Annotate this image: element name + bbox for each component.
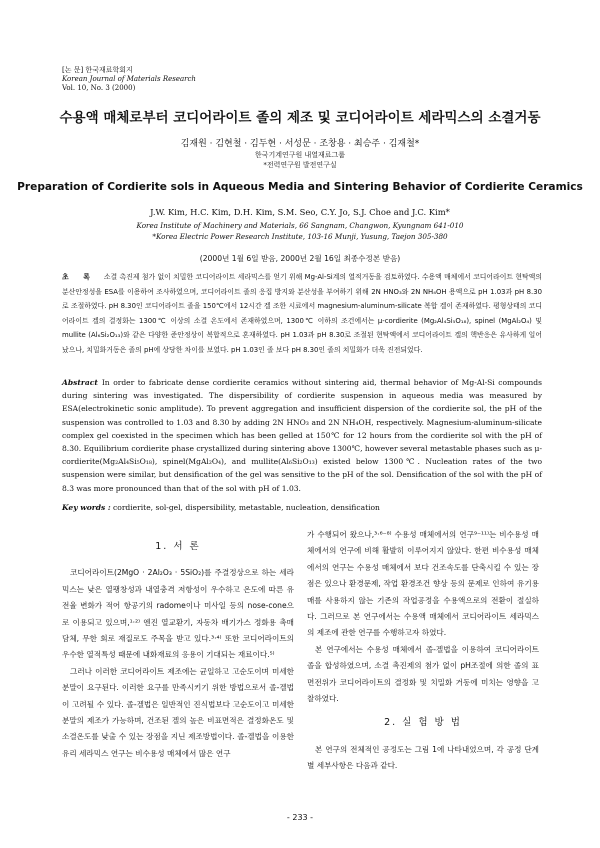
abstract-english-text: In order to fabricate dense cordierite ceramics without sintering aid, thermal behavior of Mg-Al-Si compounds during sintering was investigated. The dispersibility of cordierite suspension in aqueous media was measured by ESA(electrokinetic sonic amplitude). To prevent aggregation and insufficient dispersion of the cordierite sol, the pH of the suspension was controlled to 1.03 and 8.30 by adding 2N HNO₃ and 2N NH₄OH, respectively. Magnesium-aluminum-silicate complex gel coexisted in the specimen which has been gelled at 150℃ for 12 hours from the cordierite sol with the pH of 8.30. Equilibrium cordierite phase crystallized during sintering above 1300℃, however several metastable phases such as μ-cordierite(Mg₂Al₄Si₅O₁₈), spinel(MgAl₂O₄), and mullite(Al₆Si₂O₁₃) existed below 1300℃. Nucleation rates of the two suspension were similar, but densification of the gel was sensitive to the pH of the sol. Densification of the sol with the pH of 8.3 was more pronounced than that of the sol with pH of 1.03.	[62, 378, 542, 493]
journal-header-line3: Vol. 10, No. 3 (2000)	[62, 84, 136, 92]
abstract-english	[62, 376, 542, 495]
body-left-column	[62, 527, 294, 762]
section-1-heading: 1. 서 론	[155, 541, 201, 552]
affiliation-korean-line2: *전력연구원 발전연구실	[263, 161, 337, 169]
affiliation-english	[0, 220, 600, 242]
title-korean: 수용액 매체로부터 코디어라이트 졸의 제조 및 코디어라이트 세라믹스의 소결거동	[59, 110, 541, 126]
intro-paragraph-2: 그러나 이러한 코디어라이트 제조에는 균일하고 고순도이며 미세한 분말이 요구된다. 이러한 요구를 만족시키기 위한 방법으로서 졸-겔법이 고려될 수 있다. 졸-겔법은 일반적인 진식법보다 고순도이고 미세한 분말의 제조가 가능하며, 건조된 겔의 높은 비표면적은 결정화온도 및 소결온도를 낮출 수 있는 장점을 지닌 제조방법이다. 졸-겔법을 이용한 유리 세라믹스 연구는 비수용성 매체에서 많은 연구	[62, 666, 294, 758]
journal-header	[62, 66, 196, 93]
authors-english: J.W. Kim, H.C. Kim, D.H. Kim, S.M. Seo, C.Y. Jo, S.J. Choe and J.C. Kim*	[150, 207, 450, 217]
keywords-text: cordierite, sol-gel, dispersibility, metastable, nucleation, densification	[110, 503, 380, 512]
title-english: Preparation of Cordierite sols in Aqueous Media and Sintering Behavior of Cordierite Ceramics	[17, 181, 583, 193]
abstract-korean-text: 소결 촉진제 첨가 없이 치밀한 코디어라이트 세라믹스를 얻기 위해 Mg-Al-Si계의 열적거동을 검토하였다. 수용액 매체에서 코디어라이트 현탁액의 분산안정성을 ESA를 이용하여 조사하였으며, 코디어라이트 졸의 응집 방지와 분산성을 부여하기 위해 2N HNO₃와 2N NH₄OH 용액으로 pH 1.03과 pH 8.30로 조절하였다. pH 8.30인 코디어라이트 졸을 150℃에서 12시간 겔 조한 시료에서 magnesium-aluminum-silicate 복합 겔이 존재하였다. 평형상태의 코디어라이트 겔의 결정화는 1300℃ 이상의 소결 온도에서 존재하였으며, 1300℃ 이하의 조건에서는 μ-cordierite (Mg₂Al₄Si₅O₁₈), spinel (MgAl₂O₄) 및 mullite (Al₆Si₂O₁₃)와 같은 다양한 준안정상이 복합적으로 혼재하였다. pH 1.03과 pH 8.30로 조절된 현탁액에서 코디어라이트 겔의 핵반응은 유사하게 일어났으나, 치밀화거동은 졸의 pH에 상당한 차이를 보였다. pH 1.03인 졸 보다 pH 8.30인 졸의 치밀화가 더욱 진전되었다.	[62, 273, 542, 354]
journal-header-line2: Korean Journal of Materials Research	[62, 75, 196, 83]
affiliation-english-line2: *Korea Electric Power Research Institute, 103-16 Munji, Yusung, Taejon 305-380	[152, 232, 448, 241]
intro-paragraph-3: 가 수행되어 왔으나,³·⁶⁻⁸⁾ 수용성 매체에서의 연구⁹⁻¹¹⁾는 비수용성 매체에서의 연구에 비해 활발히 이루어지지 않았다. 한편 비수용성 매체에서의 연구는 수용성 매체에서 보다 건조속도를 단축시킬 수 있는 장점은 있으나 환경문제, 작업 환경조건 향상 등의 문제로 인하여 유기용매를 사용하지 않는 기존의 작업공정을 수용액으로의 전환이 절실하다. 그러므로 본 연구에서는 수용액 매체에서 코디어라이트 세라믹스의 제조에 관한 연구를 수행하고자 하였다.	[307, 530, 539, 638]
abstract-english-label: Abstract	[62, 378, 98, 387]
section-2-heading: 2. 실 험 방 법	[384, 717, 462, 729]
abstract-korean-label: 초 록	[62, 273, 96, 281]
body-right-column	[307, 527, 539, 775]
abstract-korean	[62, 270, 542, 358]
affiliation-korean	[0, 150, 600, 170]
received-dates: (2000년 1월 6일 받음, 2000년 2월 16일 최종수정본 받음)	[199, 254, 401, 263]
affiliation-korean-line1: 한국기계연구원 내열재료그룹	[254, 151, 346, 159]
methods-paragraph-1: 본 연구의 전체적인 공정도는 그림 1에 나타내었으며, 각 공정 단계별 세부사항은 다음과 같다.	[307, 744, 539, 771]
affiliation-english-line1: Korea Institute of Machinery and Materials, 66 Sangnam, Changwon, Kyungnam 641-010	[136, 221, 464, 230]
keywords	[62, 503, 542, 512]
keywords-label: Key words :	[62, 503, 111, 512]
authors-korean: 김재원 · 김현철 · 김두현 · 서성문 · 조창용 · 최승주 · 김재철*	[180, 139, 420, 149]
intro-paragraph-4: 본 연구에서는 수용성 매체에서 졸-겔법을 이용하여 코디어라이트 졸을 합성하였으며, 소결 촉진제의 첨가 없이 pH조절에 의한 졸의 표면전위가 코디어라이트의 결정화 및 치밀화 거동에 미치는 영향을 고찰하였다.	[307, 644, 539, 704]
journal-header-line1: [논 문] 한국재료학회지	[62, 66, 133, 74]
page-number: - 233 -	[286, 813, 314, 822]
intro-paragraph-1: 코디어라이트(2MgO · 2Al₂O₃ · 5SiO₂)를 주결정상으로 하는 세라믹스는 낮은 열팽창성과 내열충격 저항성이 우수하고 온도에 따른 유전율 변화가 적어 항공기의 radome이나 미사일 등의 nose-cone으로 이용되고 있으며,¹·²⁾ 엔진 열교환기, 자동차 배기가스 정화용 촉매 담체, 무한 회로 재질로도 주목을 받고 있다.³·⁴⁾ 또한 코디어라이트의 우수한 열적특성 때문에 내화재료의 응용이 기대되는 재료이다.⁵⁾	[62, 568, 294, 660]
